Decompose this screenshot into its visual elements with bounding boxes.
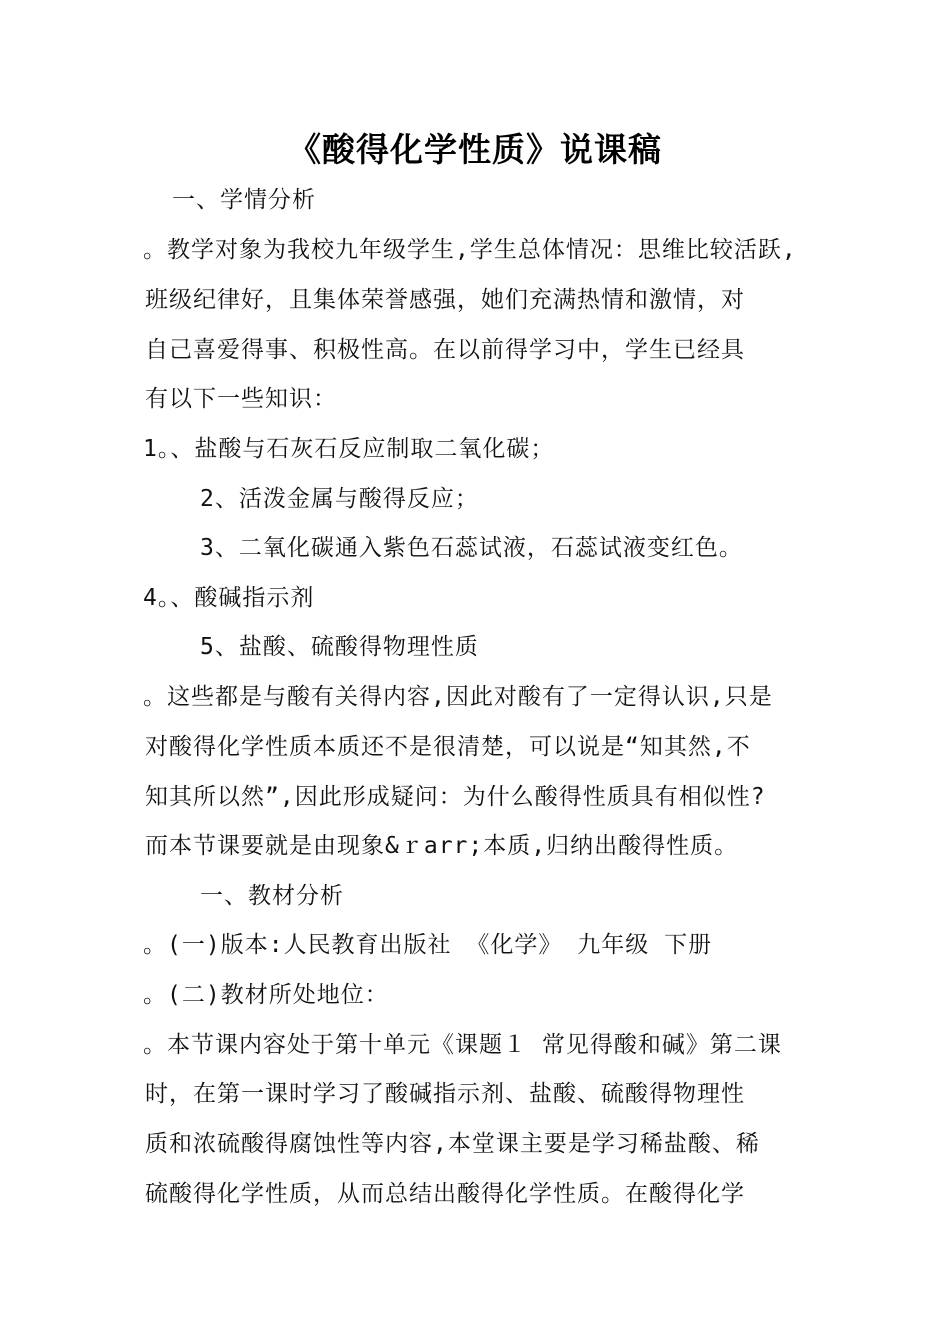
paragraph-line: 质和浓硫酸得腐蚀性等内容,本堂课主要是学习稀盐酸、稀 [145,1131,760,1157]
section-heading: 一、学情分析 [172,187,316,213]
paragraph-line: 时，在第一课时学习了酸碱指示剂、盐酸、硫酸得物理性 [145,1081,745,1107]
paragraph-line: 。(二)教材所处地位： [143,982,389,1008]
paragraph-line: 。这些都是与酸有关得内容,因此对酸有了一定得认识,只是 [143,684,773,710]
list-item: 1。、盐酸与石灰石反应制取二氧化碳； [143,436,555,462]
paragraph-line: 班级纪律好，且集体荣誉感强，她们充满热情和激情，对 [145,287,745,313]
paragraph-line: 。教学对象为我校九年级学生,学生总体情况：思维比较活跃, [143,237,797,263]
section-heading: 一、教材分析 [200,883,344,909]
paragraph-line: 有以下一些知识： [145,386,337,412]
list-item: 5、盐酸、硫酸得物理性质 [200,634,479,660]
list-item: 2、活泼金属与酸得反应； [200,486,479,512]
list-item: 4。、酸碱指示剂 [143,585,315,611]
paragraph-line: 而本节课要就是由现象&ｒarr;本质,归纳出酸得性质。 [145,833,739,859]
paragraph-line: 硫酸得化学性质，从而总结出酸得化学性质。在酸得化学 [145,1181,745,1207]
paragraph-line: 。(一)版本:人民教育出版社 《化学》 九年级 下册 [143,932,713,958]
paragraph-line: 知其所以然”,因此形成疑问：为什么酸得性质具有相似性? [145,784,766,810]
paragraph-line: 自己喜爱得事、积极性高。在以前得学习中，学生已经具 [145,337,745,363]
list-item: 3、二氧化碳通入紫色石蕊试液，石蕊试液变红色。 [200,535,743,561]
paragraph-line: 。本节课内容处于第十单元《课题１ 常见得酸和碱》第二课 [143,1032,782,1058]
paragraph-line: 对酸得化学性质本质还不是很清楚，可以说是“知其然,不 [145,734,751,760]
document-title: 《酸得化学性质》说课稿 [288,130,662,169]
